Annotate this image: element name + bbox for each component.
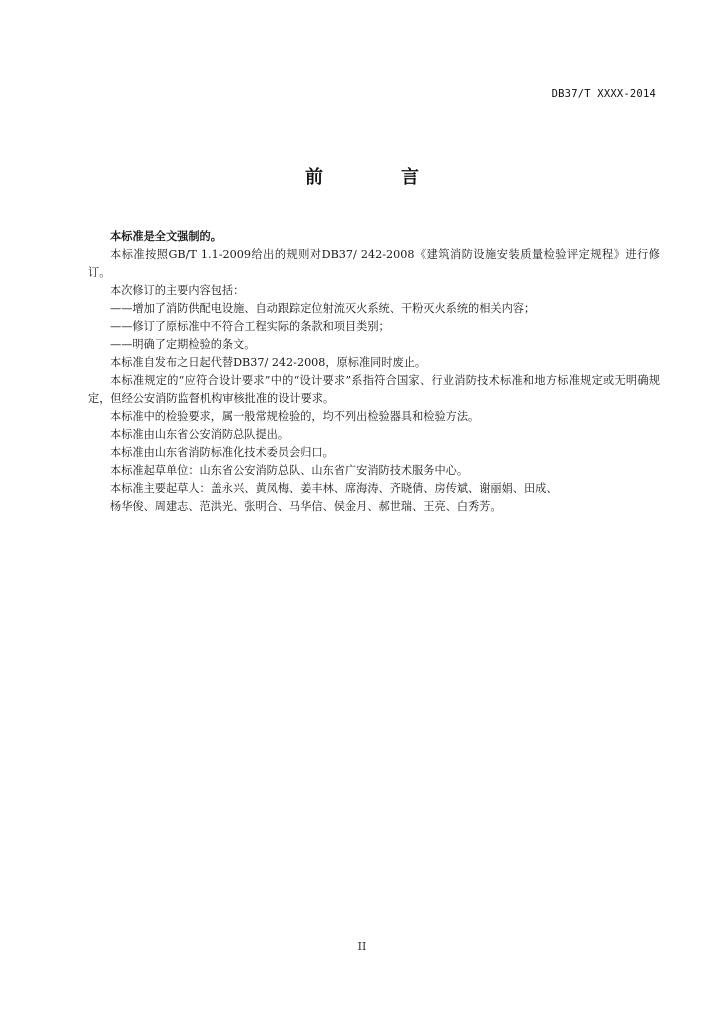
page-number: II bbox=[357, 940, 367, 953]
paragraph-revision-intro: 本次修订的主要内容包括： bbox=[110, 284, 245, 297]
paragraph-replacement: 本标准自发布之日起代替DB37/ 242-2008，原标准同时废止。 bbox=[110, 356, 427, 369]
paragraph-centralized-by: 本标准由山东省消防标准化技术委员会归口。 bbox=[110, 446, 334, 459]
foreword-body bbox=[88, 228, 660, 516]
page-title: 前 言 bbox=[305, 167, 449, 188]
paragraph-drafters-continued: 杨华俊、周建志、范洪光、张明合、马华信、侯金月、郝世瑞、王亮、白秀芳。 bbox=[110, 500, 502, 513]
paragraph-revision-basis: 本标准按照GB/T 1.1-2009给出的规则对DB37/ 242-2008《建筑消防设施安装质量检验评定规程》进行修订。 bbox=[88, 248, 660, 279]
paragraph-drafting-units: 本标准起草单位：山东省公安消防总队、山东省广安消防技术服务中心。 bbox=[110, 464, 469, 477]
paragraph-proposer: 本标准由山东省公安消防总队提出。 bbox=[110, 428, 290, 441]
paragraph-drafters: 本标准主要起草人：盖永兴、黄凤梅、姜丰林、席海涛、齐晓倩、房传斌、谢丽娟、田成、 bbox=[110, 482, 558, 495]
paragraph-revision-item-2: ——修订了原标准中不符合工程实际的条款和项目类别； bbox=[110, 320, 390, 333]
paragraph-design-requirements: 本标准规定的“应符合设计要求”中的“设计要求”系指符合国家、行业消防技术标准和地方标准规定或无明确规定，但经公安消防监督机构审核批准的设计要求。 bbox=[88, 374, 660, 405]
paragraph-revision-item-3: ——明确了定期检验的条文。 bbox=[110, 338, 256, 351]
paragraph-mandatory-statement: 本标准是全文强制的。 bbox=[110, 230, 222, 243]
paragraph-inspection-requirements: 本标准中的检验要求，属一般常规检验的，均不列出检验器具和检验方法。 bbox=[110, 410, 480, 423]
document-code: DB37/T XXXX-2014 bbox=[551, 88, 656, 100]
paragraph-revision-item-1: ——增加了消防供配电设施、自动跟踪定位射流灭火系统、干粉灭火系统的相关内容； bbox=[110, 302, 536, 315]
